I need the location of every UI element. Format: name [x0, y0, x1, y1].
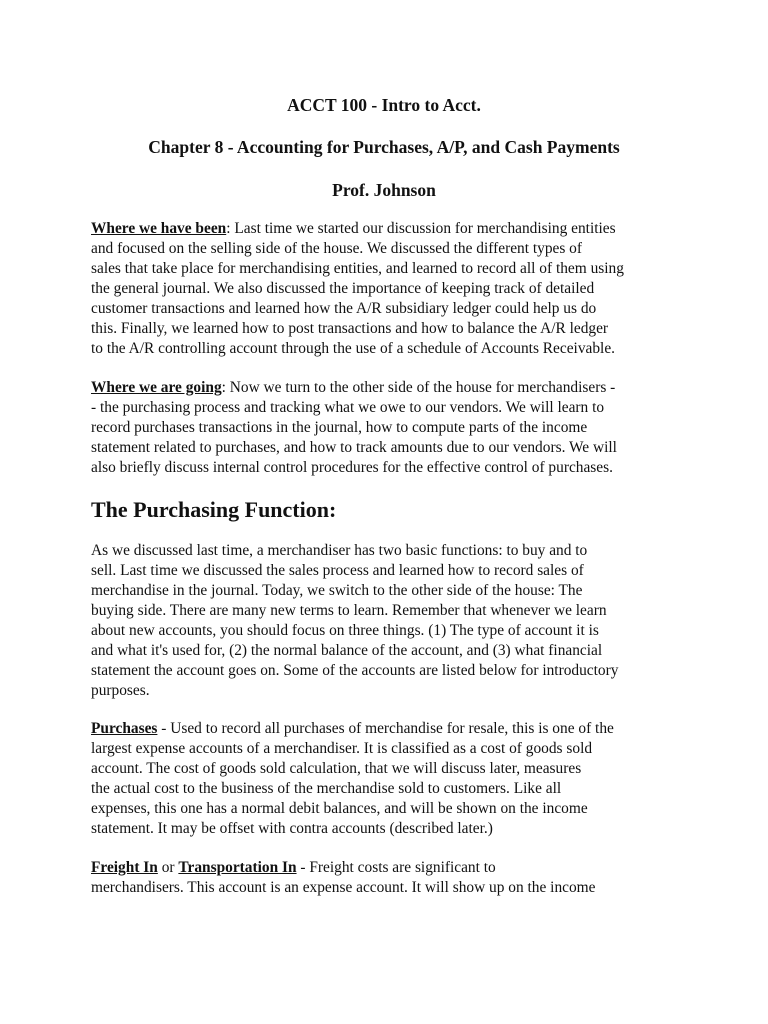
where-we-have-been-term: Where we have been	[91, 220, 227, 237]
course-title: ACCT 100 - Intro to Acct.	[287, 95, 481, 115]
freight-in-paragraph: Freight In or Transportation In - Freight costs are significant to merchandisers. This account is an expense account. It will show up on the income	[91, 859, 596, 896]
professor-name: Prof. Johnson	[332, 180, 436, 200]
chapter-title: Chapter 8 - Accounting for Purchases, A/P, and Cash Payments	[148, 137, 620, 157]
purchases-term: Purchases	[91, 720, 158, 737]
where-we-are-going-term: Where we are going	[91, 379, 222, 396]
freight-in-term: Freight In	[91, 859, 158, 876]
transportation-in-term: Transportation In	[178, 859, 297, 876]
purchases-paragraph: Purchases - Used to record all purchases of merchandise for resale, this is one of the largest expense accounts of a merchandiser. It is classified as a cost of goods sold account. The cost of goods sold calculation, that we will discuss later, measures the actual cost to the business of the merchandise sold to customers. Like all expenses, this one has a normal debit balances, and will be shown on the income statement. It may be offset with contra accounts (described later.)	[91, 720, 614, 837]
where-we-are-going-paragraph: Where we are going: Now we turn to the other side of the house for merchandisers - - the purchasing process and tracking what we owe to our vendors. We will learn to record purchases transactions in the journal, how to compute parts of the income statement related to purchases, and how to track amounts due to our vendors. We will also briefly discuss internal control procedures for the effective control of purchases.	[91, 379, 617, 476]
purchasing-function-paragraph: As we discussed last time, a merchandiser has two basic functions: to buy and to sell. Last time we discussed the sales process and learned how to record sales of merchandise in the journal. Today, we switch to the other side of the house: The buying side. There are many new terms to learn. Remember that whenever we learn about new accounts, you should focus on three things. (1) The type of account it is and what it's used for, (2) the normal balance of the account, and (3) what financial statement the account goes on. Some of the accounts are listed below for introductory purposes.	[91, 542, 619, 699]
purchasing-function-heading: The Purchasing Function:	[91, 497, 337, 522]
where-we-have-been-paragraph: Where we have been: Last time we started our discussion for merchandising entities and focused on the selling side of the house. We discussed the different types of sales that take place for merchandising entities, and learned to record all of them using the general journal. We also discussed the importance of keeping track of detailed customer transactions and learned how the A/R subsidiary ledger could help us do this. Finally, we learned how to post transactions and how to balance the A/R ledger to the A/R controlling account through the use of a schedule of Accounts Receivable.	[91, 220, 624, 357]
